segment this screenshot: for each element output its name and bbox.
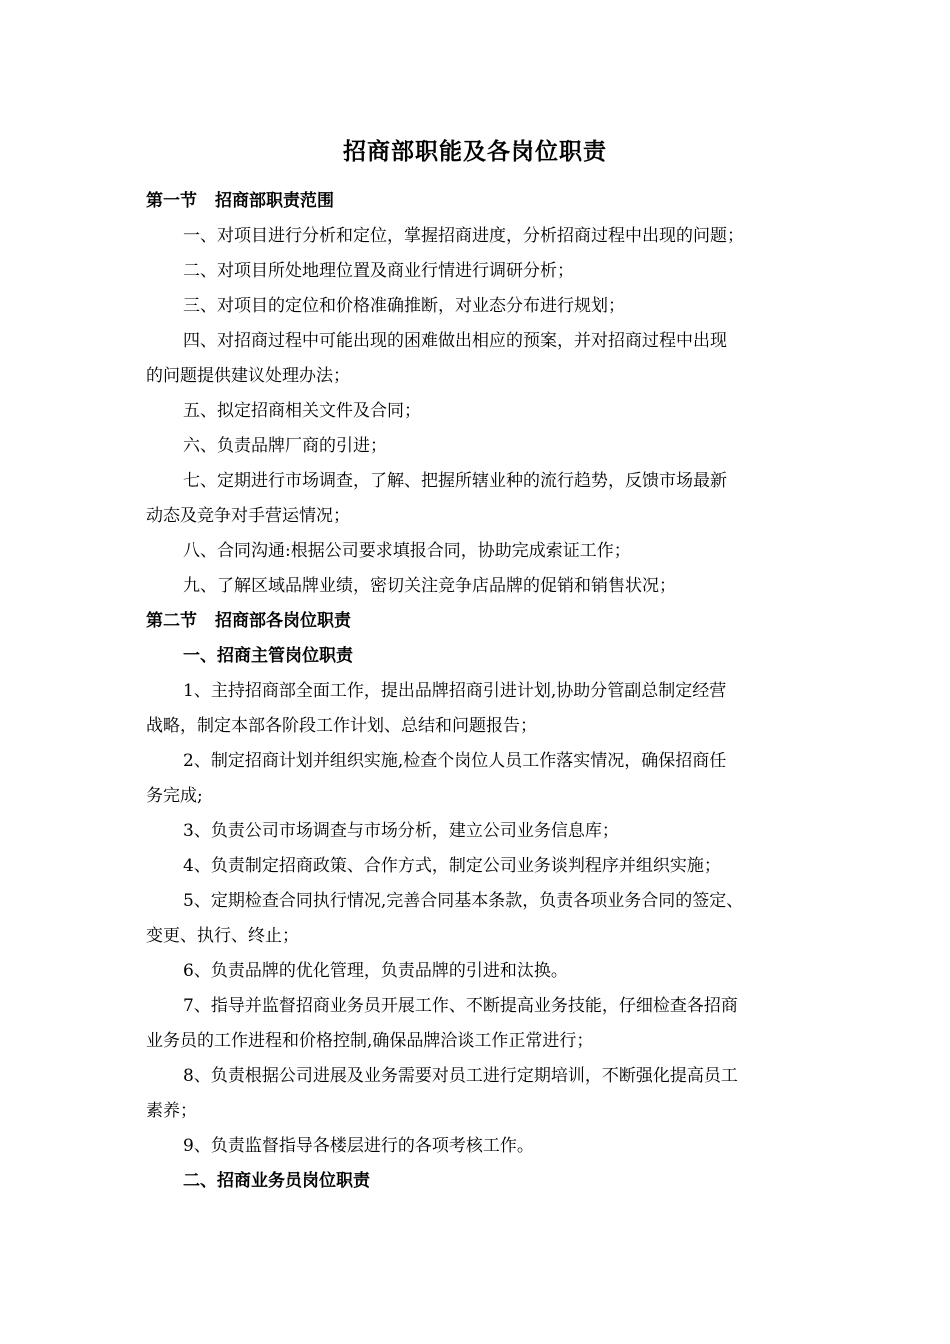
paragraph-line: 3、负责公司市场调查与市场分析，建立公司业务信息库； [183,821,619,841]
paragraph-line: 动态及竞争对手营运情况； [146,506,350,526]
paragraph-line: 8、负责根据公司进展及业务需要对员工进行定期培训，不断强化提高员工 [183,1066,738,1086]
paragraph-line: 2、制定招商计划并组织实施,检查个岗位人员工作落实情况，确保招商任 [183,751,727,771]
paragraph-line: 九、了解区域品牌业绩，密切关注竞争店品牌的促销和销售状况； [183,576,676,596]
paragraph-line: 9、负责监督指导各楼层进行的各项考核工作。 [183,1136,534,1156]
paragraph-line: 业务员的工作进程和价格控制,确保品牌洽谈工作正常进行； [146,1031,594,1051]
paragraph-line: 六、负责品牌厂商的引进； [183,436,387,456]
section-2-title: 招商部各岗位职责 [215,611,351,631]
section-2-heading [146,609,826,633]
section-1-title: 招商部职责范围 [215,191,334,211]
paragraph-line: 6、负责品牌的优化管理，负责品牌的引进和汰换。 [183,961,568,981]
section-2-label: 第二节 [146,611,197,631]
document-title: 招商部职能及各岗位职责 [343,138,607,165]
paragraph-line: 战略，制定本部各阶段工作计划、总结和问题报告； [146,716,537,736]
section-1-label: 第一节 [146,191,197,211]
paragraph-line: 八、合同沟通:根据公司要求填报合同，协助完成索证工作； [183,541,631,561]
paragraph-line: 5、定期检查合同执行情况,完善合同基本条款，负责各项业务合同的签定、 [183,891,744,911]
paragraph-line: 二、对项目所处地理位置及商业行情进行调研分析； [183,261,574,281]
subsection-heading: 二、招商业务员岗位职责 [183,1171,370,1191]
paragraph-line: 变更、执行、终止； [146,926,299,946]
paragraph-line: 7、指导并监督招商业务员开展工作、不断提高业务技能，仔细检查各招商 [183,996,738,1016]
paragraph-line: 一、对项目进行分析和定位，掌握招商进度，分析招商过程中出现的问题； [183,226,744,246]
paragraph-line: 三、对项目的定位和价格准确推断，对业态分布进行规划； [183,296,625,316]
paragraph-line: 七、定期进行市场调查，了解、把握所辖业种的流行趋势，反馈市场最新 [183,471,727,491]
subsection-heading: 一、招商主管岗位职责 [183,646,353,666]
paragraph-line: 1、主持招商部全面工作，提出品牌招商引进计划,协助分管副总制定经营 [183,681,727,701]
paragraph-line: 的问题提供建议处理办法； [146,366,350,386]
section-1-heading [146,189,826,213]
paragraph-line: 素养； [146,1101,197,1121]
paragraph-line: 五、拟定招商相关文件及合同； [183,401,421,421]
paragraph-line: 四、对招商过程中可能出现的困难做出相应的预案，并对招商过程中出现 [183,331,727,351]
paragraph-line: 务完成; [146,786,203,806]
paragraph-line: 4、负责制定招商政策、合作方式，制定公司业务谈判程序并组织实施； [183,856,721,876]
